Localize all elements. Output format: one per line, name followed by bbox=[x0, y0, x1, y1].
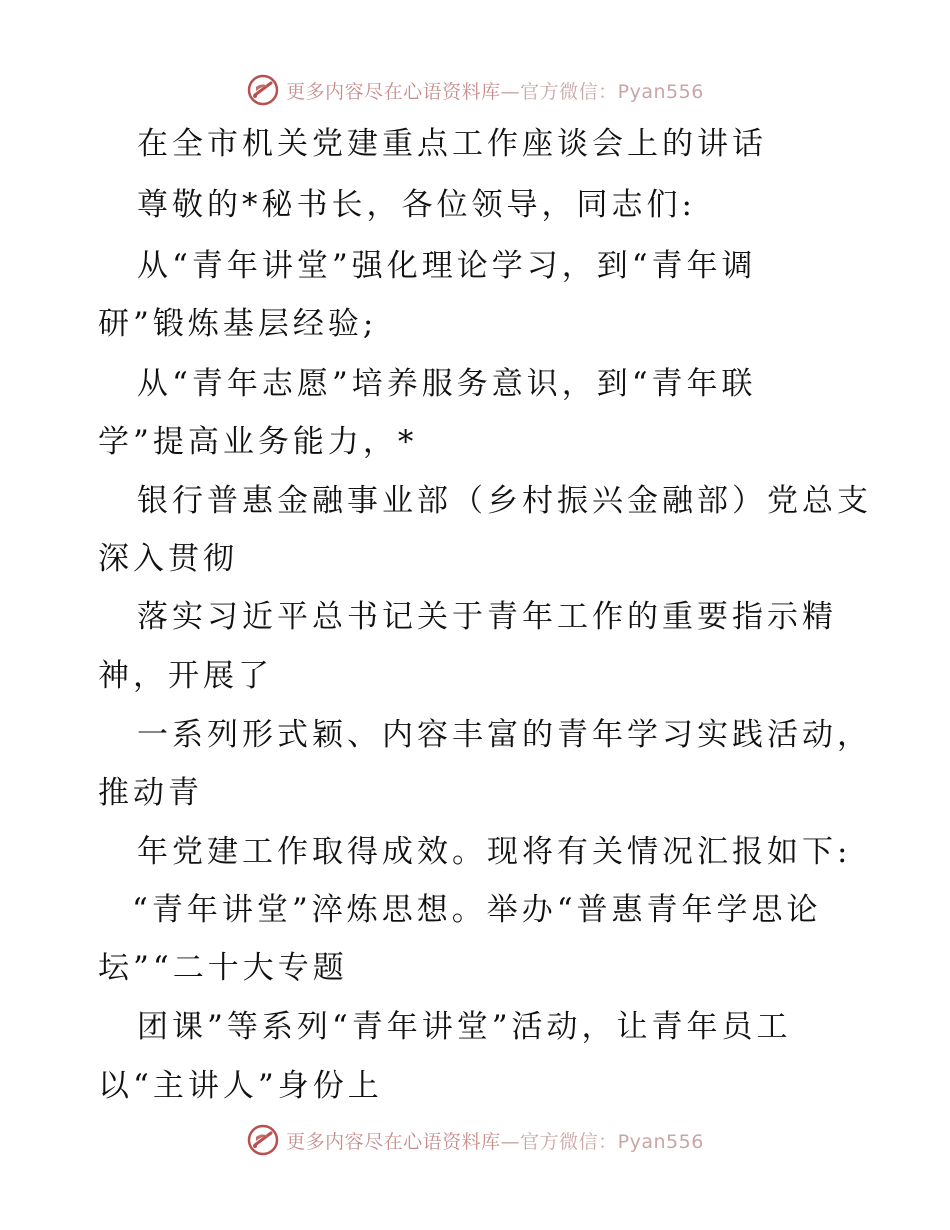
paragraph-line: 推动青 bbox=[98, 775, 203, 811]
paragraph-line: 落实习近平总书记关于青年工作的重要指示精 bbox=[137, 599, 837, 635]
paragraph-line: 年党建工作取得成效。现将有关情况汇报如下: bbox=[137, 834, 852, 870]
paragraph-line: “青年讲堂”淬炼思想。举办“普惠青年学思论 bbox=[132, 892, 822, 928]
paragraph-line: 从“青年讲堂”强化理论学习，到“青年调 bbox=[137, 248, 757, 284]
book-pen-logo-icon bbox=[246, 73, 280, 107]
paragraph-line: 团课”等系列“青年讲堂”活动，让青年员工 bbox=[137, 1009, 792, 1045]
paragraph-line: 学”提高业务能力，* bbox=[98, 424, 418, 460]
paragraph-line: 从“青年志愿”培养服务意识，到“青年联 bbox=[137, 366, 757, 402]
watermark-text: 更多内容尽在心语资料库—官方微信：Pyan556 bbox=[286, 80, 704, 103]
paragraph-line: 坛”“二十大专题 bbox=[98, 950, 348, 986]
paragraph-line: 一系列形式颖、内容丰富的青年学习实践活动， bbox=[137, 717, 872, 753]
paragraph-line: 银行普惠金融事业部（乡村振兴金融部）党总支 bbox=[137, 483, 872, 519]
footer-watermark bbox=[0, 1120, 950, 1160]
watermark-text: 更多内容尽在心语资料库—官方微信：Pyan556 bbox=[286, 1130, 704, 1153]
paragraph-line: 深入贯彻 bbox=[98, 541, 238, 577]
paragraph-line: 研”锻炼基层经验; bbox=[98, 306, 378, 342]
book-pen-logo-icon bbox=[246, 1123, 280, 1157]
header-watermark bbox=[0, 70, 950, 110]
paragraph-line: 以“主讲人”身份上 bbox=[98, 1068, 383, 1104]
salutation-line: 尊敬的*秘书长，各位领导，同志们: bbox=[137, 187, 696, 223]
document-title: 在全市机关党建重点工作座谈会上的讲话 bbox=[137, 126, 767, 162]
paragraph-line: 神，开展了 bbox=[98, 658, 273, 694]
